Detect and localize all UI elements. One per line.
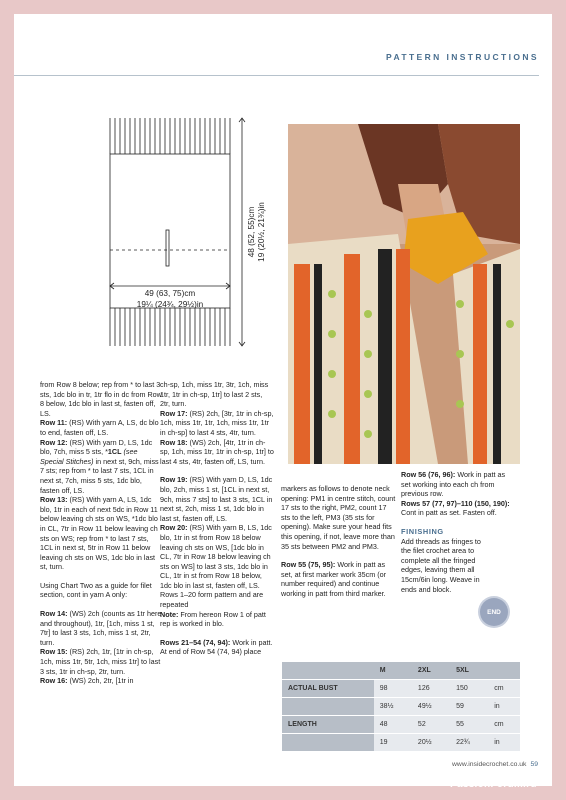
section-title: PATTERN INSTRUCTIONS [386, 52, 539, 62]
width-cm-label: 49 (63, 75)cm [144, 289, 196, 298]
row-56: Row 56 (76, 96): Work in patt as set working into each ch from previous row. [401, 470, 506, 499]
blo-note: Note: From hereon Row 1 of patt rep is worked in blo. [160, 609, 266, 629]
width-in-label: 19¼ (24¾, 29½)in [136, 300, 204, 309]
instructions-column-3 [281, 484, 397, 608]
chart-two-note: Using Chart Two as a guide for filet section, cont in yarn A only: [40, 580, 152, 600]
table-row: ACTUAL BUST 98 126 150 cm [282, 680, 520, 698]
row-15: Row 15: (RS) 2ch, 1tr, [1tr in ch-sp, 1ch, miss 1tr, 5tr, 1ch, miss 1tr] to last 3 sts, 1tr in ch-sp, 2tr, turn. [40, 647, 161, 676]
header-divider [14, 75, 539, 76]
table-header-row: M 2XL 5XL [282, 662, 520, 680]
row-13: Row 13: (RS) With yarn A, LS, 1dc blo, 1tr in each of next 5dc in Row 11 below leaving ch sts on WS, *1dc blo in CL, 7tr in Row 11 below leaving ch sts on WS; rep from * to last 7 sts, 1CL in next st, 5tr in Row 11 below leaving ch sts on WS, 1dc blo in last st, turn. [40, 495, 158, 572]
rows-57-110: Rows 57 (77, 97)–110 (150, 190): Cont in patt as set. Fasten off. [401, 498, 510, 518]
row-55: Row 55 (75, 95): Work in patt as set, at first marker work 35cm (or number required) and continue working in patt from third marker. [281, 560, 387, 598]
garment-schematic [74, 114, 274, 354]
paragraph: ch-sp, 1ch, miss 1tr, 3tr, 1ch, miss 1tr, 1tr in ch-sp, 1tr] to last 2 sts, 2tr, turn. [160, 380, 269, 409]
paragraph: from Row 8 below; rep from * to last 3 sts, 1dc blo in tr, 1tr flo in dc from Row 8 below, 1dc blo in last st, fasten off, LS. [40, 380, 162, 418]
row-18: Row 18: (WS) 2ch, [4tr, 1tr in ch-sp, 1ch, miss 1tr, 1tr in ch-sp, 1tr] to last 4 sts, 4tr, fasten off, LS, turn. [160, 437, 274, 466]
finishing-heading: FINISHING [401, 526, 444, 536]
finishing-text: Add threads as fringes to the filet crochet area to complete all the fringed edges, leaving them all 15cm/6in long. Weave in ends and block. [401, 536, 481, 594]
table-row: 38½ 49½ 59 in [282, 698, 520, 716]
length-in-label: 19 (20½, 21¾)in [257, 202, 266, 262]
row-19: Row 19: (RS) With yarn D, LS, 1dc blo, 2ch, miss 1 st, [1CL in next st, 9ch, miss 7 sts] to last 3 sts, 1CL in next st, 2ch, miss 1 st, 1dc blo in last st, fasten off, LS. [160, 475, 273, 523]
top-fringe [110, 118, 230, 154]
rows-21-54: Rows 21–54 (74, 94): Work in patt. [160, 637, 273, 647]
row-16: Row 16: (WS) 2ch, 2tr, [1tr in [40, 676, 134, 686]
row-14: Row 14: (WS) 2ch (counts as 1tr here and throughout), 1tr, [1ch, miss 1 st, 7tr] to last 3 sts, 1ch, miss 1 st, 2tr, turn. [40, 609, 162, 647]
instructions-column-1 [40, 380, 162, 686]
bottom-fringe [110, 308, 230, 346]
end-badge: END [480, 598, 508, 626]
model-photo [288, 124, 520, 464]
marker-instructions: markers as follows to denote neck opening: PM1 in centre stitch, count 17 sts to the right, PM2, count 17 sts to the left, PM3 (35 sts for opening). Make sure your head fits this opening, if not, leave more than 35 sts between PM2 and PM3. [281, 484, 396, 551]
footer-url[interactable]: www.insidecrochet.co.uk [452, 761, 527, 768]
row-11: Row 11: (RS) With yarn A, LS, dc blo to end, fasten off, LS. [40, 418, 159, 437]
row-20: Row 20: (RS) With yarn B, LS, 1dc blo, 1tr in st from Row 18 below leaving ch sts on WS, [1dc blo in CL, 7tr in Row 18 below leaving ch sts on WS] to last 3 sts, 1dc blo in CL, 1tr in st from Row 18 below, 1dc blo in last st, fasten off, LS. [160, 523, 272, 590]
pattern-page [14, 14, 552, 786]
length-cm-label: 48 (52, 55)cm [247, 206, 256, 258]
instructions-column-2 [160, 380, 274, 657]
row-12: Row 12: (RS) With yarn D, LS, 1dc blo, 7ch, miss 5 sts, *1CL (see Special Stitches) in next st, 9ch, miss 7 sts; rep from * to last 7 sts, 1CL in next st, 7ch, miss 5 sts, 1dc blo, fasten off, LS. [40, 437, 159, 495]
pattern-repeat-note: Rows 1–20 form pattern and are repeated [160, 590, 264, 610]
table-row: 19 20½ 22¾ in [282, 734, 520, 752]
page-number: 59 [530, 761, 538, 768]
row-54-note: At end of Row 54 (74, 94) place [160, 647, 262, 657]
size-table [282, 662, 520, 752]
table-row: LENGTH 48 52 55 cm [282, 716, 520, 734]
page-footer [452, 761, 538, 768]
watermark: PassionForum.ru [450, 779, 537, 790]
instructions-column-4 [401, 470, 513, 603]
row-17: Row 17: (RS) 2ch, [3tr, 1tr in ch-sp, 1ch, miss 1tr, 1tr, 1ch, miss 1tr, 1tr in ch-sp] to last 4 sts, 4tr, turn. [160, 408, 274, 437]
